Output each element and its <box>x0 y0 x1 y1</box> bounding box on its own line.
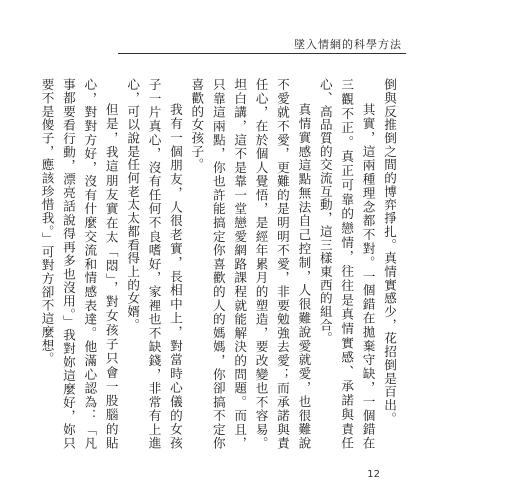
paragraph-5: 但是，我這朋友實在太「悶」，對女孩子只會一股腦的貼心，對對方好，沒有什麼交流和情感表達。他滿心認為：「凡事都要看行動，漂亮話說得再多也沒用。」我對妳這麼好，妳只要不是傻子，應該珍惜我。」可對方卻不這麼想。 <box>39 78 119 450</box>
running-header: 墜入情網的科學方法 <box>294 38 402 51</box>
paragraph-4: 我有一個朋友，人很老實，長相中上，對當時心儀的女孩子一片真心，沒有任何不良嗜好，家裡也不缺錢，非常有上進心，可以說是任何老太太都看得上的女婿。 <box>125 78 183 450</box>
paragraph-2: 其實，這兩種理念都不對。一個錯在拋棄守缺，一個錯在三觀不正。真正可靠的戀情，往往是真情實感、承諾與責任心、高品質的交流互動，這三樣東西的組合。 <box>317 78 376 450</box>
vertical-text-block <box>39 78 400 450</box>
header-rule <box>118 53 406 54</box>
paragraph-3: 真情實感這點無法自己控制，人很難說愛就愛，也很難說不愛就不愛，更難的是明明不愛，非要勉強去愛；而承諾與責任心，在於個人覺悟，是經年累月的塑造，要改變也不容易。坦白講，這不是靠一堂戀愛網路課程就能解決的問題。而且，只靠這兩點，你也許能搞定你喜歡的人的媽媽，你卻搞不定你喜歡的女孩子。 <box>189 78 312 450</box>
paragraph-1: 倒與反推倒之間的博弈掙扎。真情實感少，花招倒是百出。 <box>382 78 397 426</box>
page-number: 12 <box>367 469 380 480</box>
